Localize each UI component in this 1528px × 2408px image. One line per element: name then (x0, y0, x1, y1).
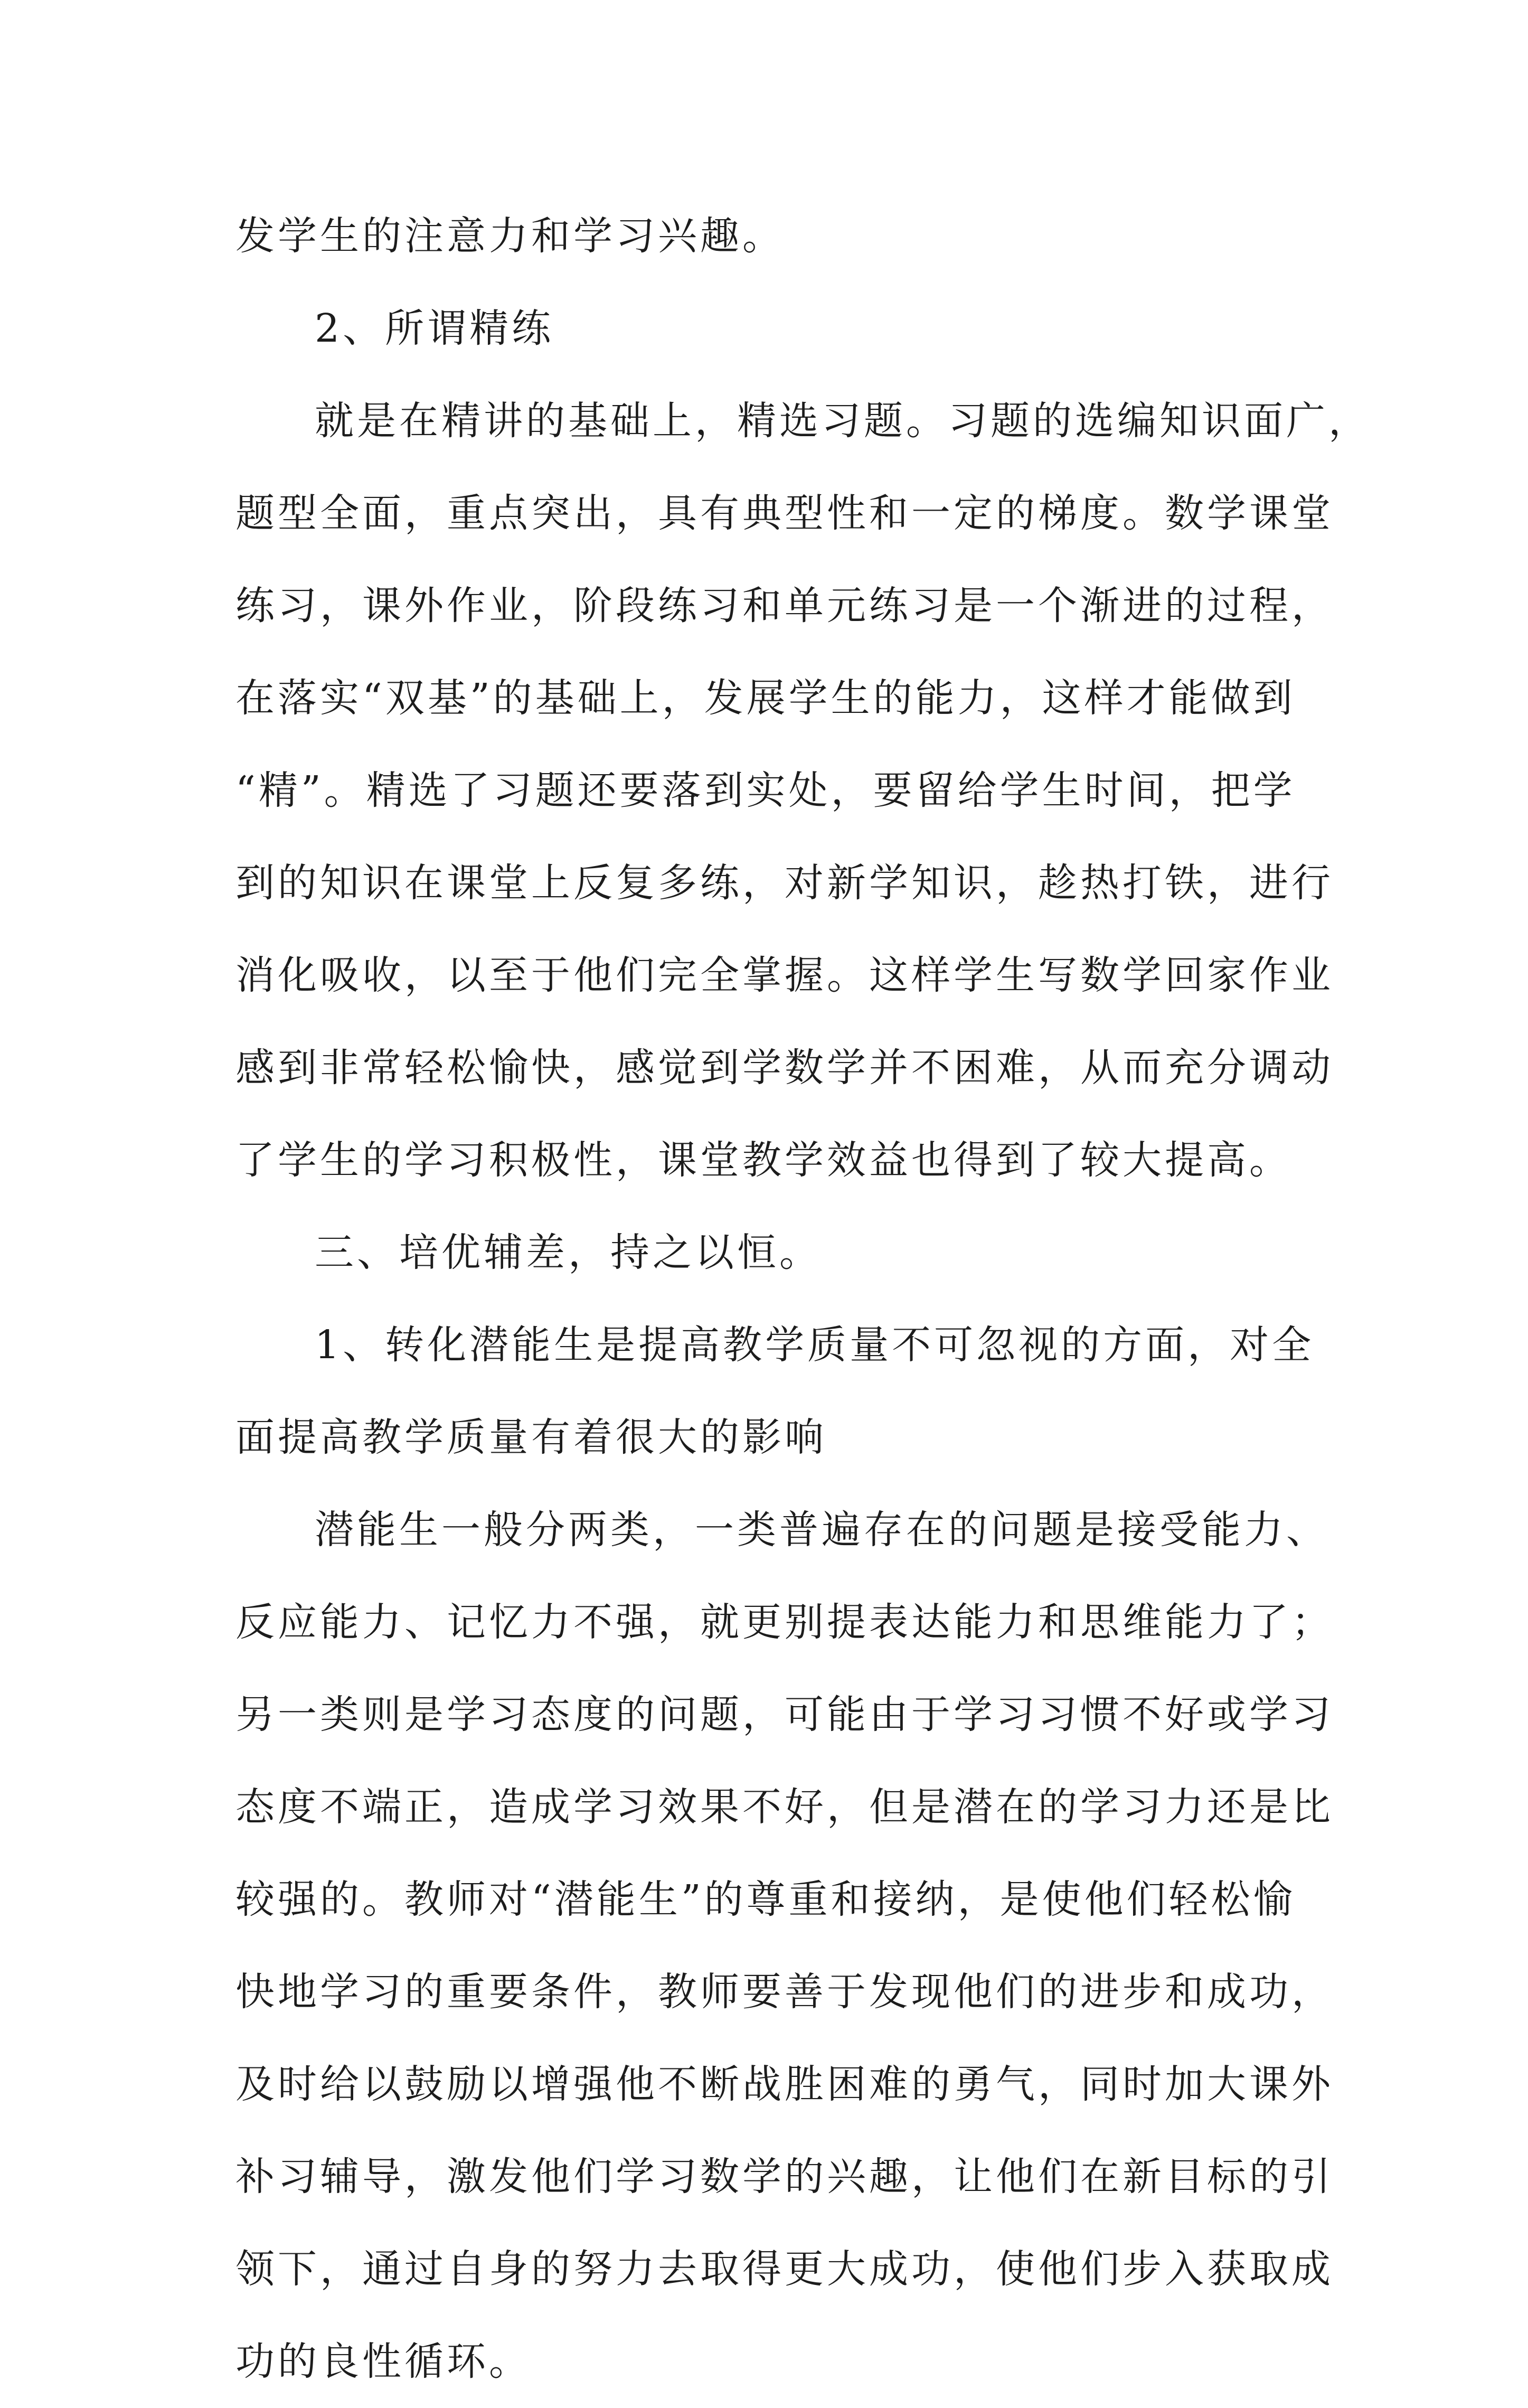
paragraph-line: 领下，通过自身的努力去取得更大成功，使他们步入获取成 (235, 2246, 1334, 2292)
paragraph-line: 另一类则是学习态度的问题，可能由于学习习惯不好或学习 (235, 1692, 1334, 1737)
paragraph-line: 练习，课外作业，阶段练习和单元练习是一个渐进的过程， (235, 583, 1334, 628)
paragraph-line: 反应能力、记忆力不强，就更别提表达能力和思维能力了； (235, 1600, 1334, 1645)
paragraph (235, 1207, 1365, 1299)
paragraph-line: 三、培优辅差，持之以恒。 (315, 1230, 822, 1275)
document-body (235, 190, 1371, 2408)
paragraph-line: 较强的。教师对“潜能生”的尊重和接纳，是使他们轻松愉 (235, 1877, 1296, 1922)
paragraph-line: 消化吸收，以至于他们完全掌握。这样学生写数学回家作业 (235, 953, 1334, 998)
paragraph-line: 面提高教学质量有着很大的影响 (235, 1415, 827, 1460)
paragraph-line: 了学生的学习积极性，课堂教学效益也得到了较大提高。 (235, 1137, 1291, 1183)
paragraph-line: 态度不端正，造成学习效果不好，但是潜在的学习力还是比 (235, 1784, 1334, 1830)
paragraph-line: 2、所谓精练 (315, 306, 554, 351)
paragraph-line: 及时给以鼓励以增强他不断战胜困难的勇气，同时加大课外 (235, 2062, 1334, 2107)
paragraph-line: “精”。精选了习题还要落到实处，要留给学生时间，把学 (235, 768, 1296, 813)
paragraph-line: 到的知识在课堂上反复多练，对新学知识，趁热打铁，进行 (235, 860, 1334, 906)
paragraph-line: 发学生的注意力和学习兴趣。 (235, 213, 785, 259)
paragraph-line: 快地学习的重要条件，教师要善于发现他们的进步和成功， (235, 1969, 1334, 2015)
paragraph-line: 补习辅导，激发他们学习数学的兴趣，让他们在新目标的引 (235, 2154, 1334, 2199)
paragraph-line: 1、转化潜能生是提高教学质量不可忽视的方面，对全 (315, 1322, 1315, 1368)
paragraph-line: 就是在精讲的基础上，精选习题。习题的选编知识面广， (315, 398, 1371, 444)
paragraph-line: 在落实“双基”的基础上，发展学生的能力，这样才能做到 (235, 675, 1296, 721)
paragraph (235, 375, 1371, 1207)
paragraph-line: 题型全面，重点突出，具有典型性和一定的梯度。数学课堂 (235, 491, 1334, 536)
paragraph-line: 功的良性循环。 (235, 2339, 531, 2384)
paragraph (235, 1299, 1365, 1484)
paragraph-line: 潜能生一般分两类，一类普遍存在的问题是接受能力、 (315, 1507, 1328, 1553)
paragraph (235, 190, 1365, 283)
paragraph (235, 283, 1365, 375)
paragraph-line: 感到非常轻松愉快，感觉到学数学并不困难，从而充分调动 (235, 1045, 1334, 1090)
paragraph (235, 1484, 1365, 2408)
